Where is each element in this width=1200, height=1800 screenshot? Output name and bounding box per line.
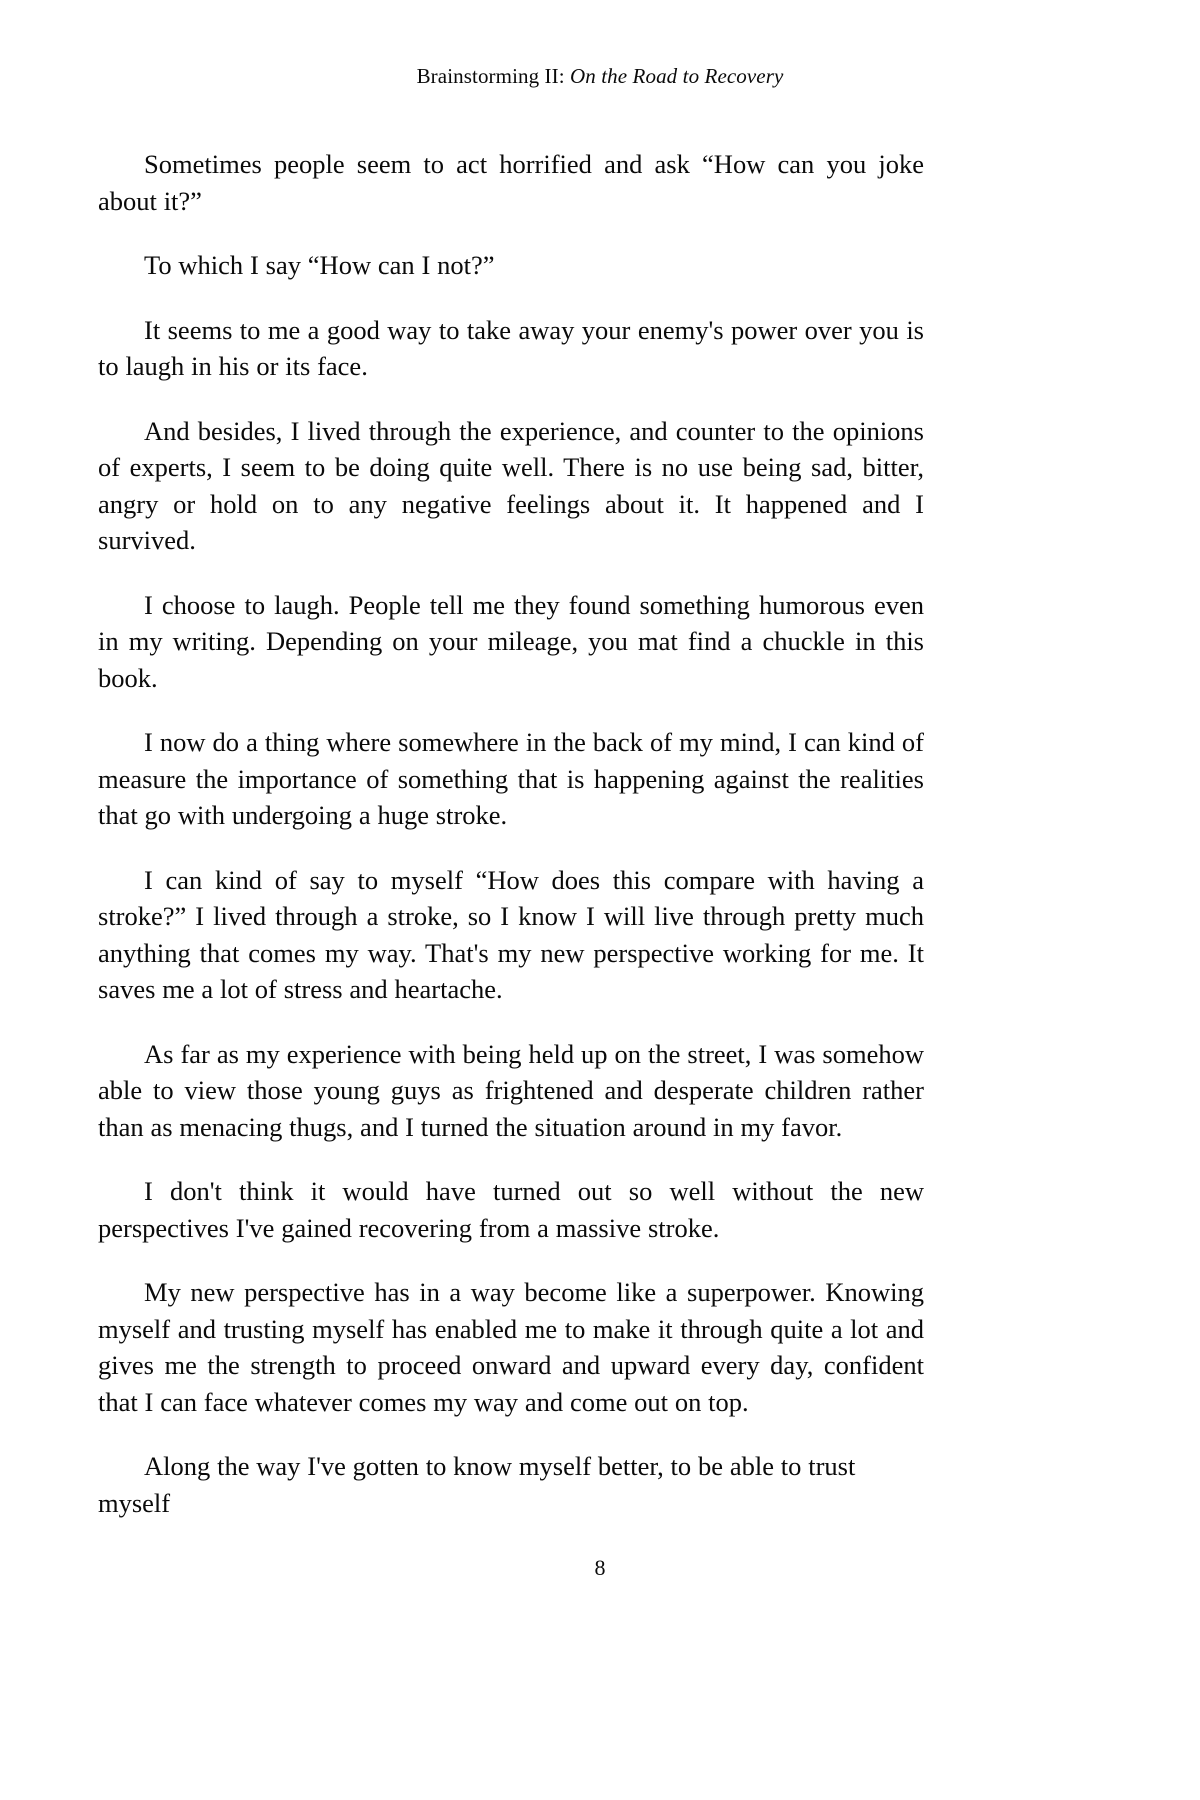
paragraph: And besides, I lived through the experience, and counter to the opinions of experts, I seem to be doing quite well. There is no use being sad, bitter, angry or hold on to any negative feelings about it. It happened and I survived. — [98, 415, 924, 555]
paragraph: I can kind of say to myself “How does this compare with having a stroke?” I lived through a stroke, so I know I will live through pretty much anything that comes my way. That's my new perspective working for me. It saves me a lot of stress and heartache. — [98, 864, 924, 1004]
paragraph: Sometimes people seem to act horrified and ask “How can you joke about it?” — [98, 149, 924, 216]
body-text-block — [98, 146, 924, 1521]
page-footer — [0, 1557, 1200, 1579]
paragraph: To which I say “How can I not?” — [144, 250, 495, 280]
running-head — [0, 64, 1200, 89]
paragraph: I choose to laugh. People tell me they found something humorous even in my writing. Depending on your mileage, you mat find a chuckle in this book. — [98, 589, 924, 693]
running-head-subtitle: On the Road to Recovery — [570, 64, 784, 88]
paragraph: My new perspective has in a way become like a superpower. Knowing myself and trusting myself has enabled me to make it through quite a lot and gives me the strength to proceed onward and upward every day, confident that I can face whatever comes my way and come out on top. — [98, 1277, 924, 1417]
page-number: 8 — [594, 1555, 606, 1580]
paragraph: I now do a thing where somewhere in the back of my mind, I can kind of measure the importance of something that is happening against the realities that go with undergoing a huge stroke. — [98, 727, 924, 830]
running-head-title: Brainstorming II: — [416, 64, 571, 88]
paragraph: Along the way I've gotten to know myself better, to be able to trust myself — [98, 1451, 856, 1518]
paragraph: It seems to me a good way to take away your enemy's power over you is to laugh in his or its face. — [98, 314, 924, 381]
paragraph: As far as my experience with being held up on the street, I was somehow able to view those young guys as frightened and desperate children rather than as menacing thugs, and I turned the situation around in my favor. — [98, 1038, 924, 1142]
paragraph: I don't think it would have turned out so well without the new perspectives I've gained recovering from a massive stroke. — [98, 1176, 924, 1243]
